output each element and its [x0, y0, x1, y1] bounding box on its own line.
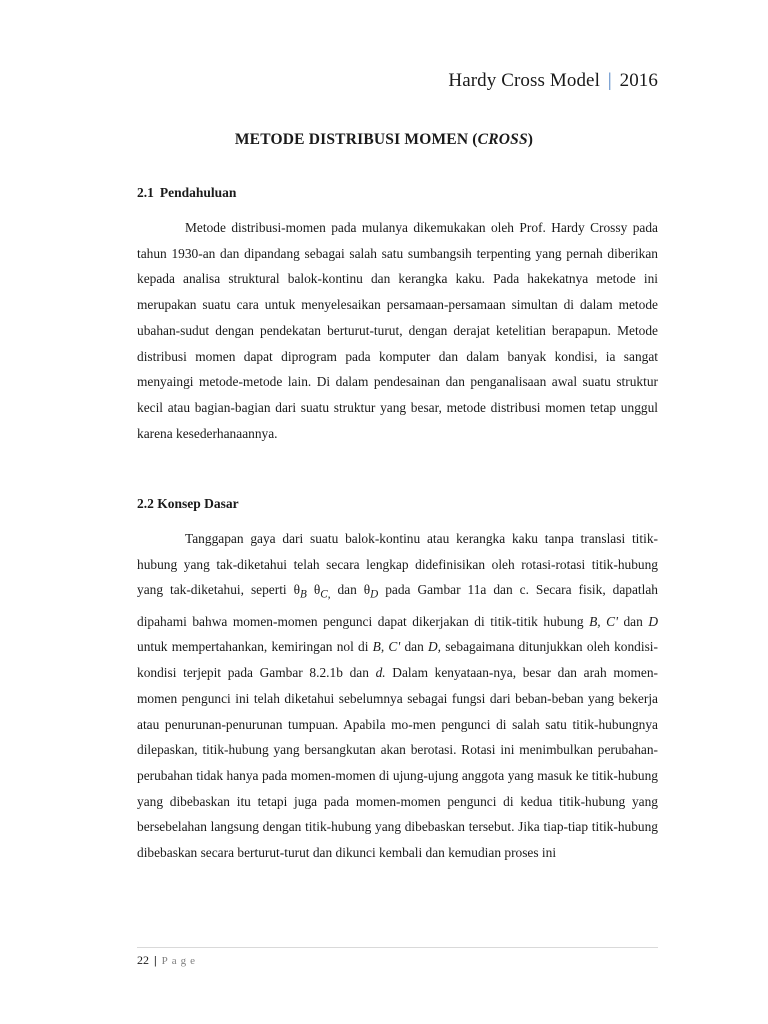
section-heading-konsep-dasar [137, 496, 239, 512]
running-header [448, 70, 658, 92]
italic-run: d. [375, 665, 386, 681]
footer-divider [137, 947, 658, 948]
paragraph-pendahuluan: Metode distribusi-momen pada mulanya dikemukakan oleh Prof. Hardy Crossy pada tahun 1930-an dan dipandang sebagai salah satu sumbangsih terpenting yang pernah diberikan kepada analisa struktural balok-kontinu dan kerangka kaku. Pada hakekatnya metode ini merupakan suatu cara untuk menyelesaikan persamaan-persamaan simultan di dalam metode ubahan-sudut dengan pendekatan berturut-turut, dengan derajat ketelitian berapapun. Metode distribusi momen dapat diprogram pada komputer dan dalam banyak kondisi, ia sangat menyaingi metode-metode lain. Di dalam pendesainan dan penganalisaan awal suatu struktur kecil atau bagian-bagian dari suatu struktur yang besar, metode distribusi momen tetap unggul karena kesederhanaannya. [137, 220, 658, 441]
italic-run: D, [428, 639, 442, 655]
paragraph-konsep-dasar [137, 526, 658, 866]
text-run: dan [617, 613, 649, 629]
page-number: 22 [137, 953, 149, 967]
section-title: Pendahuluan [159, 185, 237, 200]
text-run: θ [306, 582, 321, 598]
text-run: dan [400, 639, 428, 655]
italic-run: D [648, 613, 659, 629]
document-title-close: ) [527, 131, 534, 148]
section-title: Konsep Dasar [157, 496, 239, 511]
header-year: 2016 [619, 70, 658, 91]
text-run: Dalam kenyataan-nya, besar dan arah momen-momen pengunci ini telah diketahui sebelumnya sebagai fungsi dari beban-beban yang bekerja atau penurunan-penurunan tumpuan. Apabila mo-men pengunci di salah satu titik-hubungnya dilepaskan, titik-hubung yang bersangkutan akan berotasi. Rotasi ini menimbulkan perubahan-perubahan tidak hanya pada momen-momen di ujung-ujung anggota yang masuk ke titik-hubung yang dibebaskan itu tetapi juga pada momen-momen pengunci di kedua titik-hubung yang bersebelahan langsung dengan titik-hubung yang dibebaskan tersebut. Jika tiap-tiap titik-hubung dibebaskan secara berturut-turut dan dikunci kembali dan kemudian proses ini [137, 665, 658, 861]
text-run: untuk mempertahankan, kemiringan nol di [137, 639, 373, 655]
document-title [0, 131, 768, 149]
italic-run: B, C' [372, 639, 401, 655]
subscript-b: B [300, 589, 307, 602]
section-heading-pendahuluan [137, 185, 236, 201]
page-footer [137, 953, 199, 968]
section-number: 2.1 [137, 185, 154, 200]
document-title-main: METODE DISTRIBUSI MOMEN ( [234, 131, 478, 148]
text-run: sebagaimana ditunjukkan oleh kondisi-kondisi terjepit pada Gambar 8.2.1b dan [137, 639, 658, 681]
text-run: dan θ [330, 582, 371, 598]
subscript-c: C, [320, 589, 331, 602]
subscript-d: D [370, 589, 379, 602]
header-separator: | [607, 70, 612, 91]
italic-run: B, C' [589, 613, 618, 629]
page-label: Page [161, 955, 200, 967]
header-title: Hardy Cross Model [448, 70, 600, 91]
section-number: 2.2 [137, 496, 154, 511]
text-run: pada Gambar 11a dan c. Secara fisik, dapatlah dipahami bahwa momen-momen pengunci dapat dikerjakan di titik-titik hubung [137, 582, 659, 629]
text-run: Tanggapan gaya dari suatu balok-kontinu atau kerangka kaku tanpa translasi titik-hubung yang tak-diketahui telah secara lengkap didefinisikan oleh rotasi-rotasi titik-hubung yang tak-diketahui, seperti θ [137, 531, 658, 598]
footer-separator: | [154, 953, 157, 967]
document-title-italic: CROSS [477, 131, 528, 148]
